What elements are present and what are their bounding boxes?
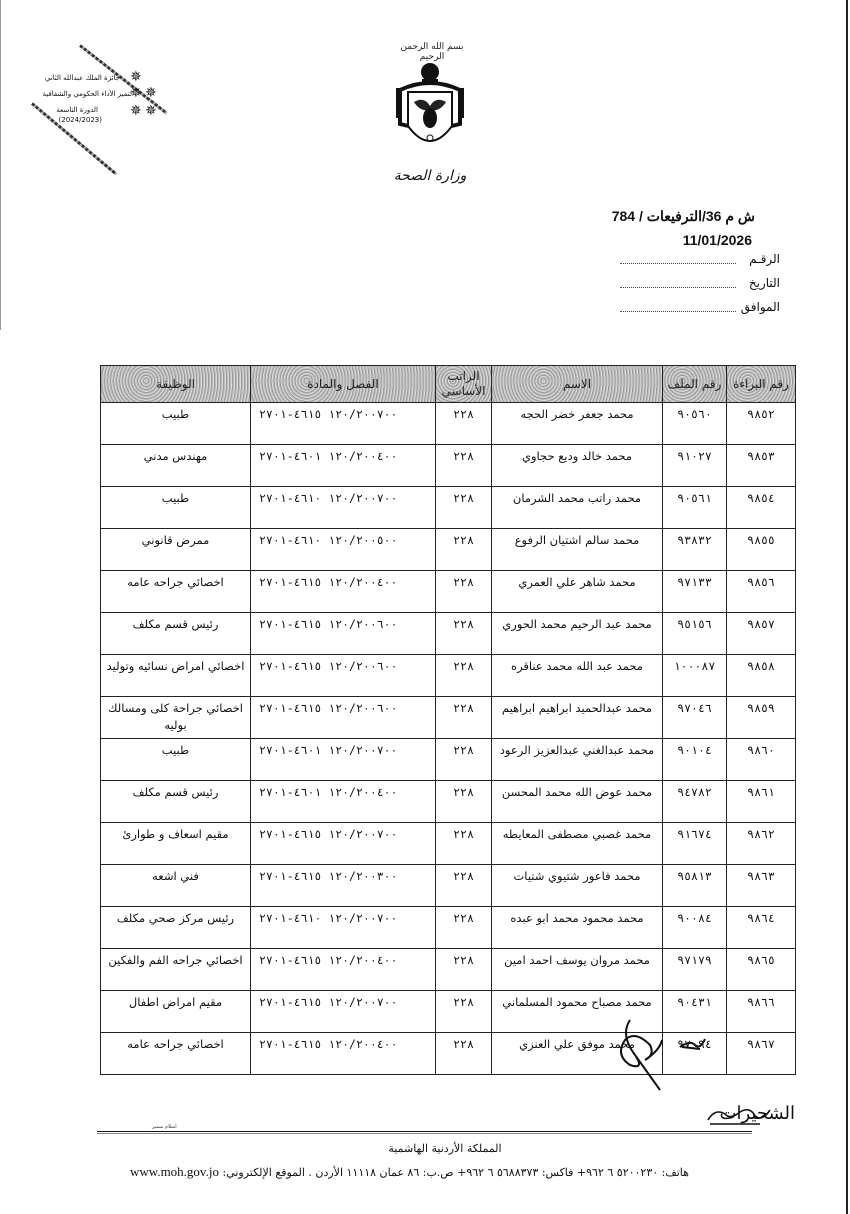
header-file-number: رقم الملف — [663, 366, 727, 403]
table-row — [101, 823, 796, 865]
jordan-coat-of-arms-icon — [394, 62, 466, 154]
footer-divider — [97, 1131, 752, 1132]
cert-number-cell: ٩٨٦٧ — [727, 1033, 796, 1075]
name-cell: محمد خالد وديع حجاوي — [492, 445, 663, 487]
table-row — [101, 571, 796, 613]
star-icon: ✵ — [145, 103, 157, 119]
cert-number-cell: ٩٨٦٥ — [727, 949, 796, 991]
job-title-cell: رئيس قسم مكلف — [101, 613, 251, 655]
name-cell: محمد عبدالحميد ابراهيم ابراهيم — [492, 697, 663, 739]
award-line-3: الدورة التاسعة — [56, 106, 98, 114]
promotions-table — [100, 365, 796, 1075]
name-cell: محمد عبدالغني عبدالعزيز الرعود — [492, 739, 663, 781]
chapter-article-cell: ١٢٠/٢٠٠٤٠٠ ٤٦٠١-٢٧٠١ — [251, 445, 436, 487]
header-cert-number: رقم البراءة — [727, 366, 796, 403]
field-date — [620, 276, 780, 294]
scan-edge-left — [0, 0, 1, 330]
table-row — [101, 907, 796, 949]
footer-contact-text: هاتف: ٥٢٠٠٢٣٠ ٦ ٩٦٢+ فاكس: ٥٦٨٨٣٧٣ ٦ ٩٦٢+ ص.ب: ٨٦ عمان ١١١١٨ الأردن . الموقع الإلكتروني: — [218, 1166, 689, 1179]
job-title-cell: اخصائي امراض نسائيه وتوليد — [101, 655, 251, 697]
table-row — [101, 529, 796, 571]
chapter-article-cell: ١٢٠/٢٠٠٥٠٠ ٤٦١٠-٢٧٠١ — [251, 529, 436, 571]
name-cell: محمد فاعور شتيوي شتيات — [492, 865, 663, 907]
chapter-article-cell: ١٢٠/٢٠٠٦٠٠ ٤٦١٥-٢٧٠١ — [251, 697, 436, 739]
job-title-cell: مهندس مدني — [101, 445, 251, 487]
name-cell: محمد جعفر خضر الحجه — [492, 403, 663, 445]
basic-salary-cell: ٢٢٨ — [436, 739, 492, 781]
file-number-cell: ٩٠٥٦١ — [663, 487, 727, 529]
table-row — [101, 613, 796, 655]
basic-salary-cell: ٢٢٨ — [436, 949, 492, 991]
name-cell: محمد مروان يوسف احمد امين — [492, 949, 663, 991]
name-cell: محمد عوض الله محمد المحسن — [492, 781, 663, 823]
job-title-cell: مقيم امراض اطفال — [101, 991, 251, 1033]
basic-salary-cell: ٢٢٨ — [436, 403, 492, 445]
award-line-4: (2024/2023) — [58, 116, 102, 124]
basic-salary-cell: ٢٢٨ — [436, 697, 492, 739]
file-number-cell: ٩٣٨٣٢ — [663, 529, 727, 571]
table-row — [101, 865, 796, 907]
chapter-article-cell: ١٢٠/٢٠٠٤٠٠ ٤٦١٥-٢٧٠١ — [251, 1033, 436, 1075]
field-number — [620, 252, 780, 270]
signature-scribble — [600, 1015, 710, 1095]
basic-salary-cell: ٢٢٨ — [436, 655, 492, 697]
reference-date: 11/01/2026 — [682, 232, 752, 248]
chapter-article-cell: ١٢٠/٢٠٠٤٠٠ ٤٦١٥-٢٧٠١ — [251, 571, 436, 613]
table-row — [101, 403, 796, 445]
file-number-cell: ٩٧١٣٣ — [663, 571, 727, 613]
table-row — [101, 655, 796, 697]
file-number-cell: ٩٠٥٦٠ — [663, 403, 727, 445]
name-cell: محمد شاهر علي العمري — [492, 571, 663, 613]
chapter-article-cell: ١٢٠/٢٠٠٦٠٠ ٤٦١٥-٢٧٠١ — [251, 655, 436, 697]
name-cell: محمد غصبي مصطفى المعايطه — [492, 823, 663, 865]
name-cell: محمد مصباح محمود المسلماني — [492, 991, 663, 1033]
basmala: بسم الله الرحمن الرحيم — [400, 42, 464, 62]
header-basic-salary: الراتب الأساسي — [436, 366, 492, 403]
file-number-cell: ٩٧١٧٩ — [663, 949, 727, 991]
job-title-cell: مقيم اسعاف و طوارئ — [101, 823, 251, 865]
footer-contact — [130, 1164, 830, 1180]
footer-divider-thin — [97, 1133, 752, 1134]
ministry-name: وزارة الصحة — [393, 168, 467, 184]
award-line-2: لتميز الأداء الحكومي والشفافية — [42, 90, 132, 98]
dotted-line — [620, 311, 736, 312]
job-title-cell: رئيس قسم مكلف — [101, 781, 251, 823]
file-number-cell: ٩٧٠٩٤ — [663, 1033, 727, 1075]
name-cell: محمد موفق علي العنزي — [492, 1033, 663, 1075]
cert-number-cell: ٩٨٦١ — [727, 781, 796, 823]
chapter-article-cell: ١٢٠/٢٠٠٧٠٠ ٤٦١٠-٢٧٠١ — [251, 487, 436, 529]
chapter-article-cell: ١٢٠/٢٠٠٧٠٠ ٤٦١٠-٢٧٠١ — [251, 907, 436, 949]
reference-number: ش م 36/الترفيعات / 784 — [611, 208, 755, 224]
header-name: الاسم — [492, 366, 663, 403]
field-corresponding — [620, 300, 780, 318]
star-icon: ✵ — [130, 85, 142, 101]
small-typist-note: اسلام سمير — [152, 1124, 177, 1130]
name-cell: محمد سالم اشتيان الرفوع — [492, 529, 663, 571]
cert-number-cell: ٩٨٦٤ — [727, 907, 796, 949]
field-corresponding-label: الموافق — [740, 300, 780, 314]
chapter-article-cell: ١٢٠/٢٠٠٤٠٠ ٤٦٠١-٢٧٠١ — [251, 781, 436, 823]
basic-salary-cell: ٢٢٨ — [436, 529, 492, 571]
basic-salary-cell: ٢٢٨ — [436, 865, 492, 907]
basic-salary-cell: ٢٢٨ — [436, 1033, 492, 1075]
chapter-article-cell: ١٢٠/٢٠٠٣٠٠ ٤٦١٥-٢٧٠١ — [251, 865, 436, 907]
file-number-cell: ٩٠٠٨٤ — [663, 907, 727, 949]
basic-salary-cell: ٢٢٨ — [436, 487, 492, 529]
table-row — [101, 949, 796, 991]
table-header-row — [101, 366, 796, 403]
chapter-article-cell: ١٢٠/٢٠٠٧٠٠ ٤٦١٥-٢٧٠١ — [251, 403, 436, 445]
basic-salary-cell: ٢٢٨ — [436, 571, 492, 613]
job-title-cell: اخصائي جراحة كلى ومسالك بوليه — [101, 697, 251, 739]
cert-number-cell: ٩٨٥٦ — [727, 571, 796, 613]
basic-salary-cell: ٢٢٨ — [436, 823, 492, 865]
scan-edge — [846, 0, 848, 1214]
file-number-cell: ٩٥٨١٣ — [663, 865, 727, 907]
job-title-cell: فني اشعه — [101, 865, 251, 907]
file-number-cell: ٩٧٠٤٦ — [663, 697, 727, 739]
file-number-cell: ٩١٠٢٧ — [663, 445, 727, 487]
name-cell: محمد عبد الرحيم محمد الحوري — [492, 613, 663, 655]
job-title-cell: اخصائي جراحه الفم والفكين — [101, 949, 251, 991]
chapter-article-cell: ١٢٠/٢٠٠٧٠٠ ٤٦٠١-٢٧٠١ — [251, 739, 436, 781]
file-number-cell: ٩٠١٠٤ — [663, 739, 727, 781]
name-cell: محمد راتب محمد الشرمان — [492, 487, 663, 529]
table-row — [101, 739, 796, 781]
cert-number-cell: ٩٨٦٢ — [727, 823, 796, 865]
star-icon: ✵ — [130, 69, 142, 85]
cert-number-cell: ٩٨٦٦ — [727, 991, 796, 1033]
table-row — [101, 697, 796, 739]
chapter-article-cell: ١٢٠/٢٠٠٧٠٠ ٤٦١٥-٢٧٠١ — [251, 991, 436, 1033]
cert-number-cell: ٩٨٥٥ — [727, 529, 796, 571]
job-title-cell: طبيب — [101, 739, 251, 781]
chapter-article-cell: ١٢٠/٢٠٠٤٠٠ ٤٦١٥-٢٧٠١ — [251, 949, 436, 991]
cert-number-cell: ٩٨٦٣ — [727, 865, 796, 907]
award-line-1: جائزة الملك عبدالله الثاني — [44, 74, 120, 82]
file-number-cell: ٩٠٤٣١ — [663, 991, 727, 1033]
award-stamp — [20, 30, 190, 160]
basic-salary-cell: ٢٢٨ — [436, 445, 492, 487]
cert-number-cell: ٩٨٥٣ — [727, 445, 796, 487]
job-title-cell: طبيب — [101, 487, 251, 529]
name-cell: محمد محمود محمد ابو عبده — [492, 907, 663, 949]
table-row — [101, 781, 796, 823]
cert-number-cell: ٩٨٦٠ — [727, 739, 796, 781]
job-title-cell: ممرض قانوني — [101, 529, 251, 571]
signatory-name: الشحيرات — [719, 1103, 795, 1124]
file-number-cell: ١٠٠٠٨٧ — [663, 655, 727, 697]
name-cell: محمد عبد الله محمد عناقره — [492, 655, 663, 697]
cert-number-cell: ٩٨٥٤ — [727, 487, 796, 529]
cert-number-cell: ٩٨٥٩ — [727, 697, 796, 739]
basic-salary-cell: ٢٢٨ — [436, 613, 492, 655]
basic-salary-cell: ٢٢٨ — [436, 781, 492, 823]
basic-salary-cell: ٢٢٨ — [436, 991, 492, 1033]
dotted-line — [620, 263, 736, 264]
job-title-cell: اخصائي جراحه عامه — [101, 571, 251, 613]
cert-number-cell: ٩٨٥٢ — [727, 403, 796, 445]
cert-number-cell: ٩٨٥٨ — [727, 655, 796, 697]
job-title-cell: طبيب — [101, 403, 251, 445]
file-number-cell: ٩٤٧٨٢ — [663, 781, 727, 823]
header-job-title: الوظيفة — [101, 366, 251, 403]
file-number-cell: ٩٥١٥٦ — [663, 613, 727, 655]
header-chapter-article: الفصل والمادة — [251, 366, 436, 403]
dotted-line — [620, 287, 736, 288]
chapter-article-cell: ١٢٠/٢٠٠٧٠٠ ٤٦١٥-٢٧٠١ — [251, 823, 436, 865]
field-date-label: التاريخ — [748, 276, 780, 290]
table-row — [101, 487, 796, 529]
star-icon: ✵ — [145, 85, 157, 101]
basic-salary-cell: ٢٢٨ — [436, 907, 492, 949]
field-number-label: الرقـم — [749, 252, 780, 266]
chapter-article-cell: ١٢٠/٢٠٠٦٠٠ ٤٦١٥-٢٧٠١ — [251, 613, 436, 655]
star-icon: ✵ — [130, 103, 142, 119]
job-title-cell: اخصائي جراحه عامه — [101, 1033, 251, 1075]
website-link[interactable]: www.moh.gov.jo — [130, 1164, 219, 1179]
footer-kingdom: المملكة الأردنية الهاشمية — [388, 1142, 502, 1155]
cert-number-cell: ٩٨٥٧ — [727, 613, 796, 655]
job-title-cell: رئيس مركز صحي مكلف — [101, 907, 251, 949]
table-row — [101, 445, 796, 487]
file-number-cell: ٩١٦٧٤ — [663, 823, 727, 865]
